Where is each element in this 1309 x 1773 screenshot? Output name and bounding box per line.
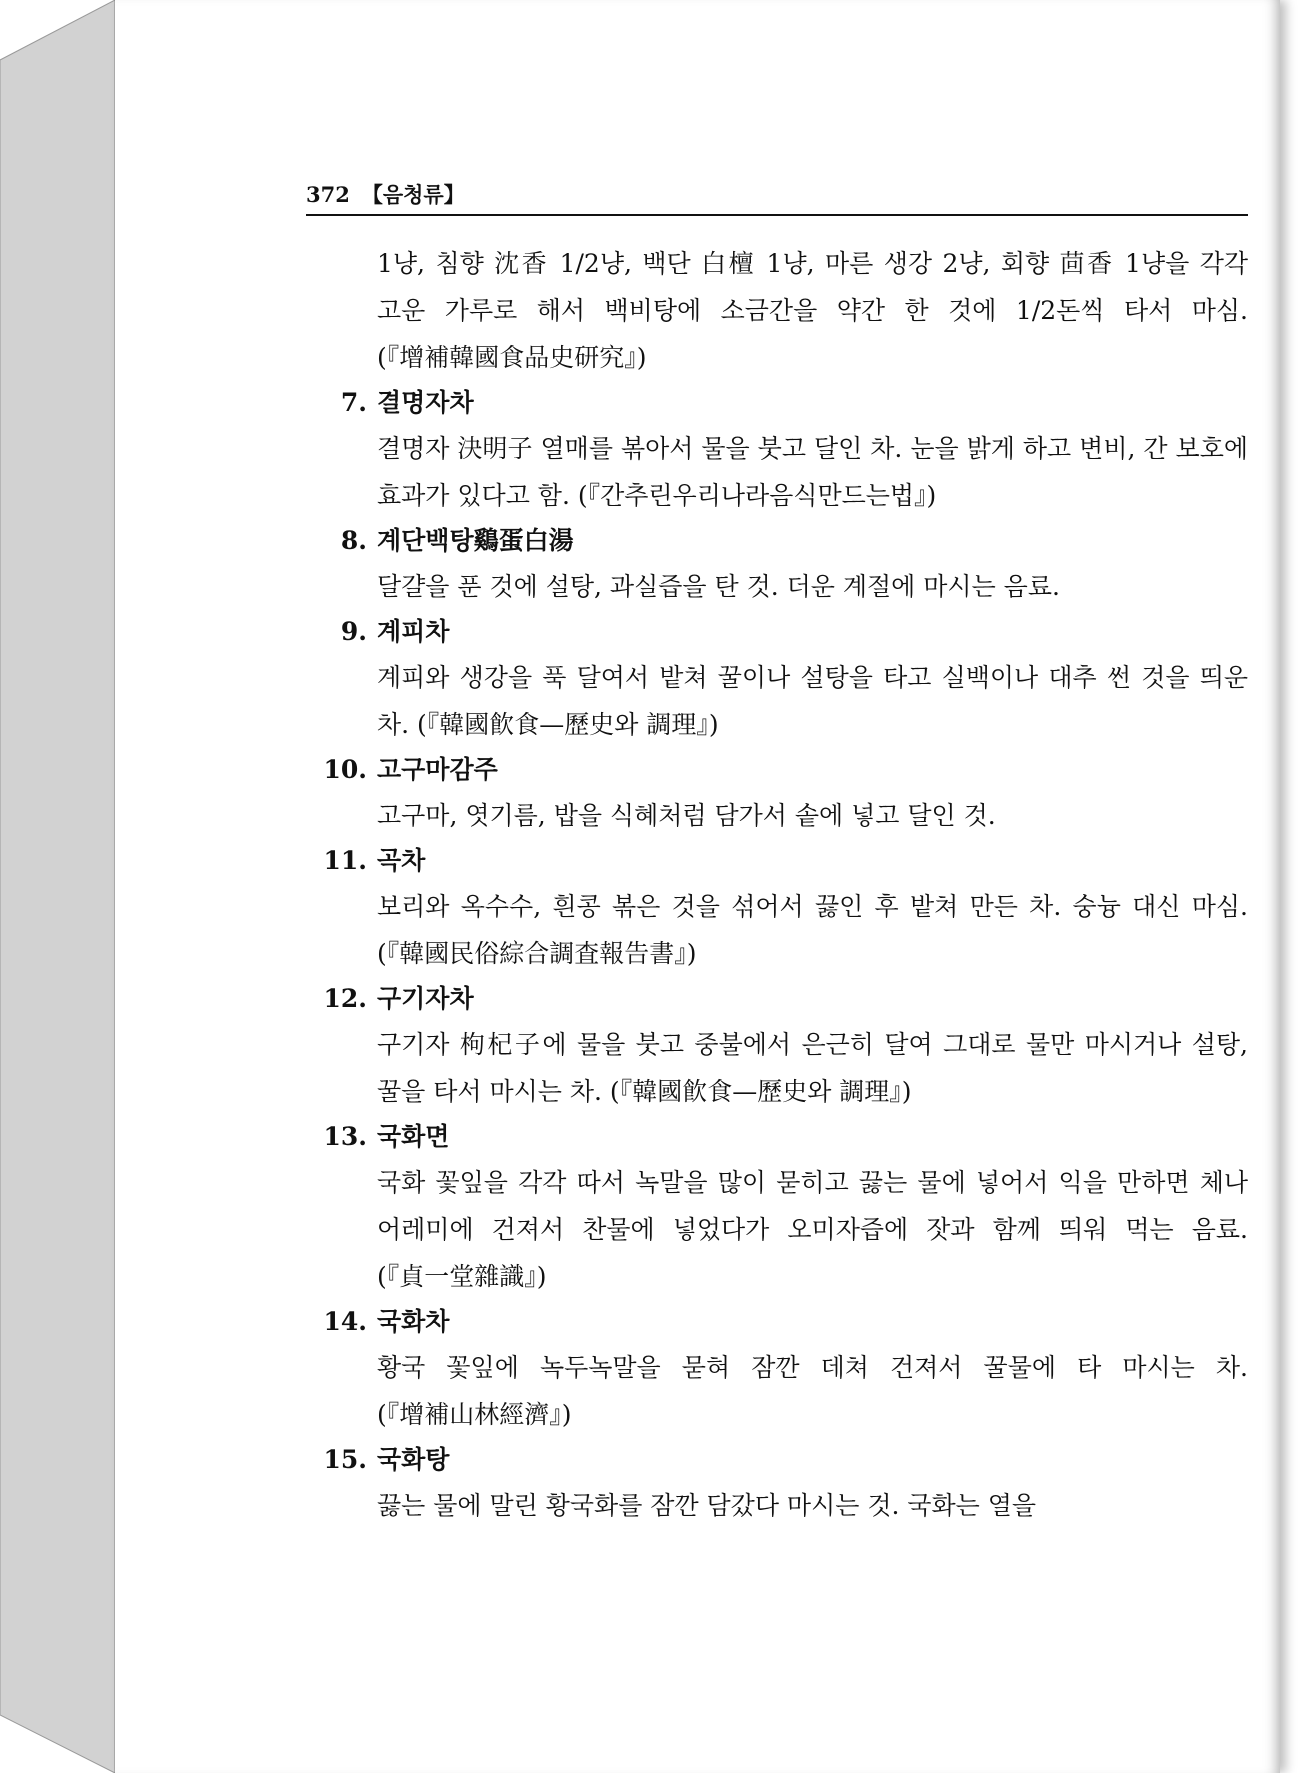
- entry-number: 9.: [340, 617, 367, 646]
- entry: [306, 1115, 1248, 1300]
- entry: [306, 1300, 1248, 1438]
- entry-number: 7.: [340, 388, 367, 417]
- entry: [306, 839, 1248, 977]
- entry-heading: [306, 381, 1248, 425]
- entry-body: 계피와 생강을 푹 달여서 밭쳐 꿀이나 설탕을 타고 실백이나 대추 썬 것을 띄운 차. (『韓國飮食—歷史와 調理』): [377, 663, 1248, 739]
- entry-body: 끓는 물에 말린 황국화를 잠깐 담갔다 마시는 것. 국화는 열을: [377, 1491, 1037, 1520]
- entry-title: 곡차: [377, 846, 426, 875]
- entry-title: 계단백탕鷄蛋白湯: [377, 526, 574, 555]
- entry-body: 보리와 옥수수, 흰콩 볶은 것을 섞어서 끓인 후 밭쳐 만든 차. 숭늉 대신 마심. (『韓國民俗綜合調査報告書』): [377, 892, 1248, 968]
- section-title: 【음청류】: [361, 182, 465, 207]
- entry: [306, 381, 1248, 519]
- entry: [306, 1438, 1248, 1529]
- entry-body: 고구마, 엿기름, 밥을 식혜처럼 담가서 솥에 넣고 달인 것.: [377, 801, 996, 830]
- entry-title: 고구마감주: [377, 755, 498, 784]
- entry-number: 8.: [340, 526, 367, 555]
- entry-body: 결명자 決明子 열매를 볶아서 물을 붓고 달인 차. 눈을 밝게 하고 변비, 간 보호에 효과가 있다고 함. (『간추린우리나라음식만드는법』): [377, 434, 1248, 510]
- entry-body: 황국 꽃잎에 녹두녹말을 묻혀 잠깐 데쳐 건져서 꿀물에 타 마시는 차. (『增補山林經濟』): [377, 1353, 1248, 1429]
- entry-title: 구기자차: [377, 984, 474, 1013]
- entry-title: 결명자차: [377, 388, 474, 417]
- entry-heading: [306, 519, 1248, 563]
- entry-heading: [306, 839, 1248, 883]
- entry-number: 12.: [323, 984, 367, 1013]
- entry-number: 10.: [323, 755, 367, 784]
- entry-title: 계피차: [377, 617, 450, 646]
- page-content: [306, 240, 1248, 1529]
- entry: [306, 748, 1248, 839]
- page-number: 372: [306, 182, 350, 207]
- entry-body: 달걀을 푼 것에 설탕, 과실즙을 탄 것. 더운 계절에 마시는 음료.: [377, 572, 1060, 601]
- entry-heading: [306, 977, 1248, 1021]
- book-page: [115, 0, 1280, 1773]
- entry-title: 국화차: [377, 1307, 450, 1336]
- entry-body: 국화 꽃잎을 각각 따서 녹말을 많이 묻히고 끓는 물에 넣어서 익을 만하면 체나 어레미에 건져서 찬물에 넣었다가 오미자즙에 잣과 함께 띄워 먹는 음료. (『貞一堂雜識』): [377, 1168, 1248, 1291]
- entry: [306, 977, 1248, 1115]
- entry-body: 구기자 枸杞子에 물을 붓고 중불에서 은근히 달여 그대로 물만 마시거나 설탕, 꿀을 타서 마시는 차. (『韓國飮食—歷史와 調理』): [377, 1030, 1248, 1106]
- entry-number: 11.: [323, 846, 367, 875]
- entry-heading: [306, 1115, 1248, 1159]
- entry-heading: [306, 748, 1248, 792]
- entry-number: 15.: [323, 1445, 367, 1474]
- entry-title: 국화탕: [377, 1445, 450, 1474]
- entry-number: 14.: [323, 1307, 367, 1336]
- continued-text: 1냥, 침향 沈香 1/2냥, 백단 白檀 1냥, 마른 생강 2냥, 회향 茴香 1냥을 각각 고운 가루로 해서 백비탕에 소금간을 약간 한 것에 1/2돈씩 타서 마심. (『增補韓國食品史研究』): [377, 249, 1248, 372]
- entry-heading: [306, 1300, 1248, 1344]
- entry-heading: [306, 1438, 1248, 1482]
- entry: [306, 610, 1248, 748]
- entry-heading: [306, 610, 1248, 654]
- entry-title: 국화면: [377, 1122, 450, 1151]
- entry-number: 13.: [323, 1122, 367, 1151]
- entry: [306, 519, 1248, 610]
- running-header: [306, 180, 1248, 216]
